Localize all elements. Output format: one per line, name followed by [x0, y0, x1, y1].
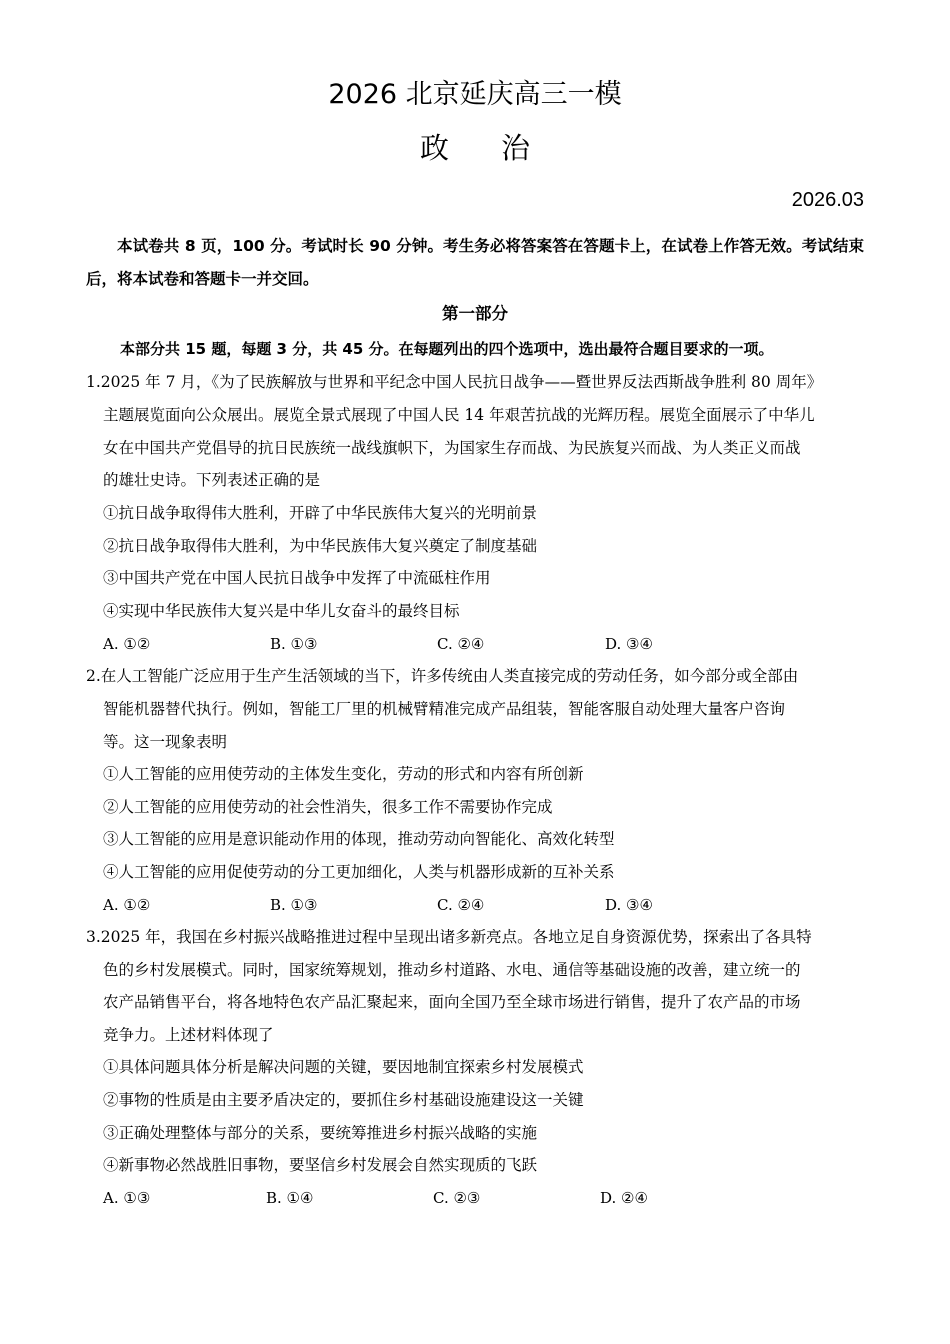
option-d: D. ②④ [600, 1189, 648, 1207]
option-a: A. ①② [103, 896, 151, 914]
question-stem-line: 色的乡村发展模式。同时，国家统筹规划，推动乡村道路、水电、通信等基础设施的改善，建立统一的 [103, 961, 801, 979]
option-a: A. ①③ [103, 1189, 151, 1207]
question-item: ②抗日战争取得伟大胜利，为中华民族伟大复兴奠定了制度基础 [103, 537, 538, 555]
question-stem-line: 主题展览面向公众展出。展览全景式展现了中国人民 14 年艰苦抗战的光辉历程。展览全面展示了中华儿 [103, 406, 815, 424]
part-instruction: 本部分共 15 题，每题 3 分，共 45 分。在每题列出的四个选项中，选出最符合题目要求的一项。 [120, 340, 774, 358]
question-stem-line: 竞争力。上述材料体现了 [103, 1026, 274, 1044]
question-item: ①人工智能的应用使劳动的主体发生变化，劳动的形式和内容有所创新 [103, 765, 584, 783]
question-item: ④新事物必然战胜旧事物，要坚信乡村发展会自然实现质的飞跃 [103, 1156, 538, 1174]
option-c: C. ②④ [437, 896, 485, 914]
option-c: C. ②③ [433, 1189, 481, 1207]
option-b: B. ①③ [270, 896, 318, 914]
question-stem-line: 3.2025 年，我国在乡村振兴战略推进过程中呈现出诸多新亮点。各地立足自身资源优势，探索出了各具特 [86, 928, 812, 946]
question-stem-line: 女在中国共产党倡导的抗日民族统一战线旗帜下，为国家生存而战、为民族复兴而战、为人类正义而战 [103, 439, 801, 457]
question-stem-line: 等。这一现象表明 [103, 733, 228, 751]
option-b: B. ①④ [266, 1189, 314, 1207]
exam-date: 2026.03 [791, 189, 864, 211]
question-item: ①具体问题具体分析是解决问题的关键，要因地制宜探索乡村发展模式 [103, 1058, 584, 1076]
question-stem-line: 农产品销售平台，将各地特色农产品汇聚起来，面向全国乃至全球市场进行销售，提升了农产品的市场 [103, 993, 801, 1011]
option-d: D. ③④ [605, 896, 653, 914]
question-item: ①抗日战争取得伟大胜利，开辟了中华民族伟大复兴的光明前景 [103, 504, 538, 522]
option-d: D. ③④ [605, 635, 653, 653]
question-item: ③中国共产党在中国人民抗日战争中发挥了中流砥柱作用 [103, 569, 491, 587]
question-item: ④人工智能的应用促使劳动的分工更加细化，人类与机器形成新的互补关系 [103, 863, 615, 881]
part-title: 第一部分 [442, 304, 508, 323]
question-item: ②人工智能的应用使劳动的社会性消失，很多工作不需要协作完成 [103, 798, 553, 816]
question-stem-line: 的雄壮史诗。下列表述正确的是 [103, 471, 321, 489]
option-a: A. ①② [103, 635, 151, 653]
question-stem-line: 2.在人工智能广泛应用于生产生活领域的当下，许多传统由人类直接完成的劳动任务，如今部分或全部由 [86, 667, 799, 685]
option-b: B. ①③ [270, 635, 318, 653]
question-stem-line: 1.2025 年 7 月，《为了民族解放与世界和平纪念中国人民抗日战争——暨世界反法西斯战争胜利 80 周年》 [86, 373, 823, 391]
question-item: ④实现中华民族伟大复兴是中华儿女奋斗的最终目标 [103, 602, 460, 620]
subject-char-2: 治 [501, 131, 531, 165]
question-item: ②事物的性质是由主要矛盾决定的，要抓住乡村基础设施建设这一关键 [103, 1091, 584, 1109]
exam-notice: 本试卷共 8 页，100 分。考试时长 90 分钟。考生务必将答案答在答题卡上，在试卷上作答无效。考试结束后，将本试卷和答题卡一并交回。 [86, 237, 864, 288]
question-item: ③人工智能的应用是意识能动作用的体现，推动劳动向智能化、高效化转型 [103, 830, 615, 848]
subject-title [0, 126, 950, 167]
subject-char-1: 政 [419, 131, 449, 165]
page-title: 2026 北京延庆高三一模 [328, 79, 622, 110]
option-c: C. ②④ [437, 635, 485, 653]
question-item: ③正确处理整体与部分的关系，要统筹推进乡村振兴战略的实施 [103, 1124, 538, 1142]
question-stem-line: 智能机器替代执行。例如，智能工厂里的机械臂精准完成产品组装，智能客服自动处理大量客户咨询 [103, 700, 786, 718]
